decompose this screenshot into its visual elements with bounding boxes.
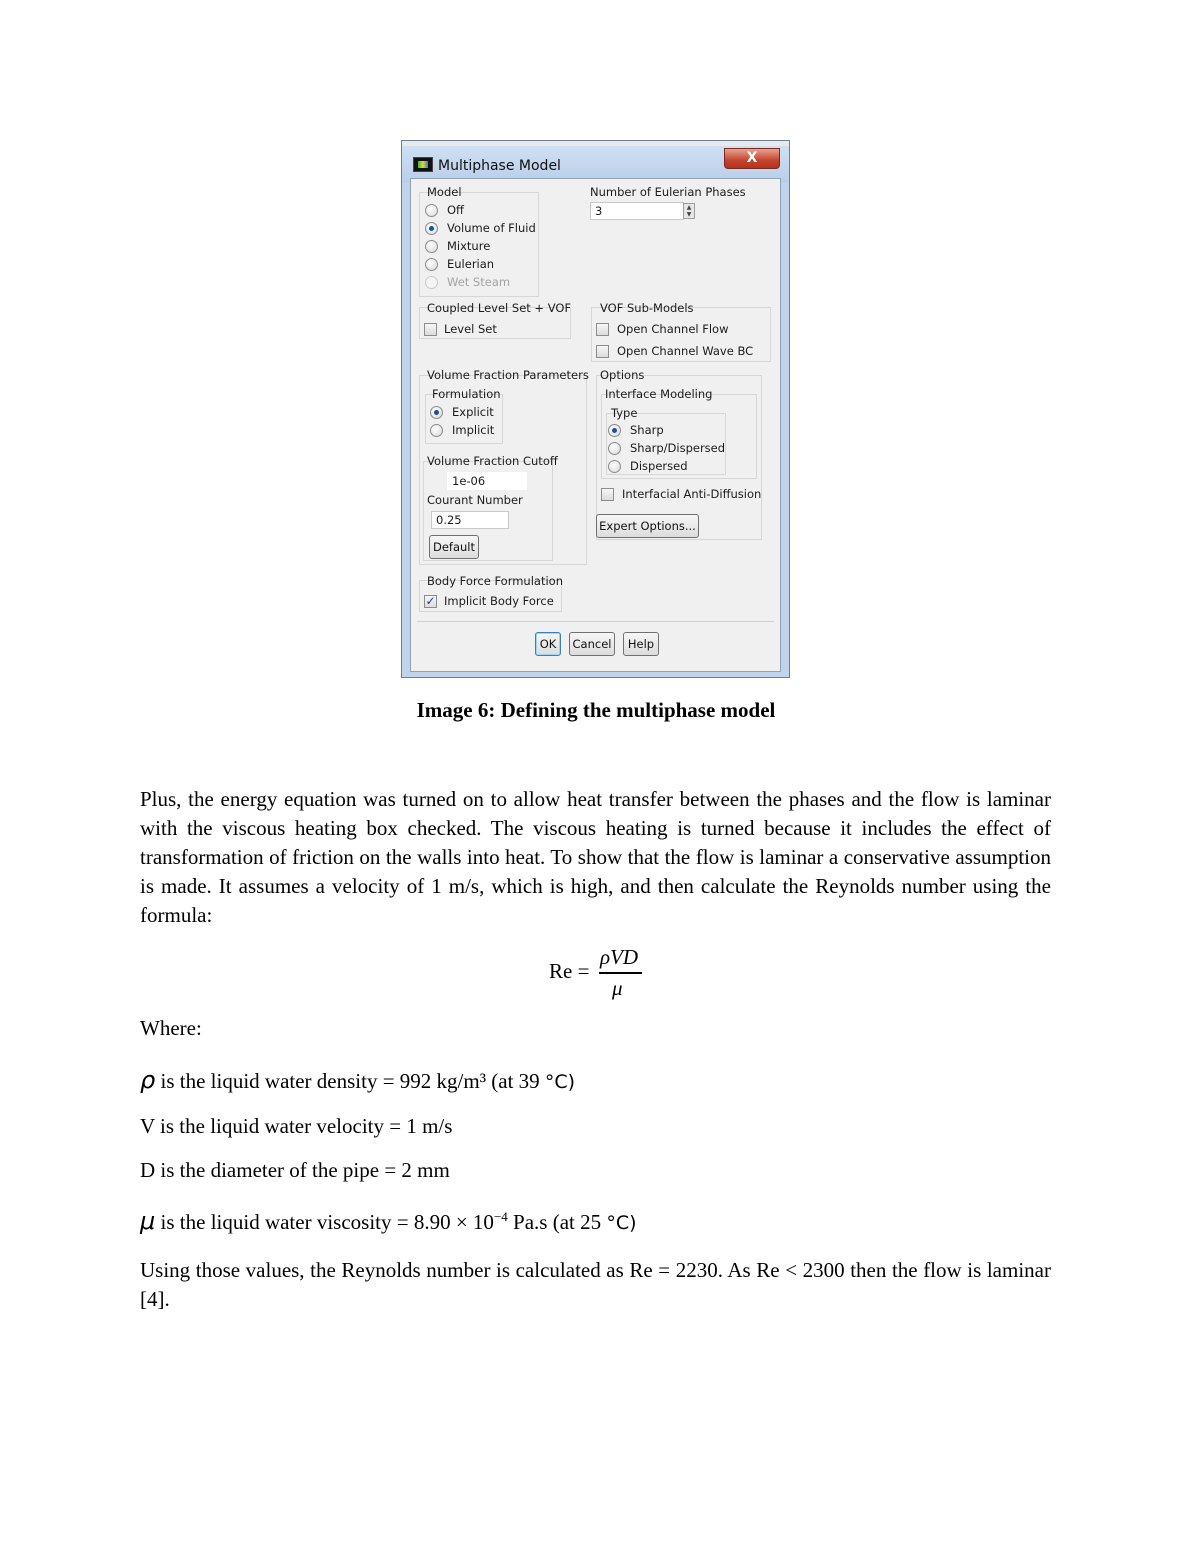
definition-mu (140, 1207, 637, 1235)
model-mixture-radio[interactable] (425, 240, 438, 253)
type-dispersed-label: Dispersed (630, 459, 688, 473)
anti-diffusion-checkbox[interactable] (601, 488, 614, 501)
open-channel-wave-checkbox[interactable] (596, 345, 609, 358)
mu-unit: °C) (606, 1212, 637, 1234)
open-channel-flow-checkbox[interactable] (596, 323, 609, 336)
model-vof-radio[interactable] (425, 222, 438, 235)
conclusion-paragraph: Using those values, the Reynolds number is calculated as Re = 2230. As Re < 2300 then the flow is laminar [4]. (140, 1258, 1051, 1311)
where-label: Where: (140, 1016, 202, 1040)
default-button[interactable]: Default (429, 535, 479, 559)
open-channel-flow-label: Open Channel Flow (617, 322, 729, 336)
dialog-title: Multiphase Model (438, 158, 561, 174)
definition-rho (140, 1066, 575, 1094)
eulerian-phases-spinner[interactable]: ▲ ▼ (683, 203, 695, 219)
fraction-bar (599, 972, 642, 974)
help-button[interactable]: Help (623, 632, 659, 656)
close-button[interactable]: X (724, 148, 780, 169)
type-label: Type (611, 406, 638, 420)
eulerian-phases-label: Number of Eulerian Phases (590, 185, 746, 199)
type-dispersed-radio[interactable] (608, 460, 621, 473)
dialog-client-area (410, 178, 781, 672)
body-force-label: Body Force Formulation (427, 574, 563, 588)
formulation-explicit-radio[interactable] (430, 406, 443, 419)
equation-numerator: ρVD (600, 945, 639, 969)
vf-params-label: Volume Fraction Parameters (427, 368, 589, 382)
equation-lhs: Re = (549, 959, 590, 983)
options-label: Options (600, 368, 645, 382)
type-sharp-radio[interactable] (608, 424, 621, 437)
rho-unit: °C) (544, 1071, 576, 1093)
expert-options-button[interactable]: Expert Options... (596, 514, 699, 538)
rho-text: is the liquid water density = 992 kg/m³ (at 39 (155, 1069, 545, 1093)
ok-button[interactable]: OK (535, 632, 561, 656)
body-paragraph: Plus, the energy equation was turned on to allow heat transfer between the phases and the flow is laminar with the viscous heating box checked. The viscous heating is turned because it includes the effect of transformation of friction on the walls into heat. To show that the flow is laminar a conservative assumption is made. It assumes a velocity of 1 m/s, which is high, and then calculate the Reynolds number using the formula: (140, 787, 1051, 927)
multiphase-model-dialog (401, 140, 790, 678)
anti-diffusion-label: Interfacial Anti-Diffusion (622, 487, 762, 501)
formulation-implicit-label: Implicit (452, 423, 495, 437)
type-sharp-dispersed-label: Sharp/Dispersed (630, 441, 726, 455)
definition-velocity: V is the liquid water velocity = 1 m/s (140, 1114, 453, 1138)
coupled-level-set-label: Coupled Level Set + VOF (427, 301, 572, 315)
implicit-body-force-label: Implicit Body Force (444, 594, 554, 608)
model-mixture-label: Mixture (447, 239, 491, 253)
type-sharp-label: Sharp (630, 423, 664, 437)
vf-cutoff-input[interactable]: 1e-06 (447, 472, 527, 490)
formulation-implicit-radio[interactable] (430, 424, 443, 437)
mu-text-a: is the liquid water viscosity = 8.90 × 10 (155, 1210, 494, 1234)
formulation-explicit-label: Explicit (452, 405, 494, 419)
courant-label: Courant Number (427, 493, 523, 507)
rho-symbol: ρ (140, 1066, 156, 1094)
formulation-label: Formulation (432, 387, 501, 401)
vf-cutoff-label: Volume Fraction Cutoff (427, 454, 558, 468)
cancel-button[interactable]: Cancel (569, 632, 615, 656)
model-eulerian-radio[interactable] (425, 258, 438, 271)
model-off-label: Off (447, 203, 464, 217)
open-channel-wave-label: Open Channel Wave BC (617, 344, 754, 358)
model-off-radio[interactable] (425, 204, 438, 217)
equation-denominator: μ (612, 976, 623, 1000)
model-wet-steam-radio (425, 276, 438, 289)
button-separator (417, 621, 774, 622)
vof-sub-models-label: VOF Sub-Models (600, 301, 694, 315)
definition-diameter: D is the diameter of the pipe = 2 mm (140, 1158, 450, 1182)
interface-modeling-label: Interface Modeling (605, 387, 713, 401)
model-vof-label: Volume of Fluid (447, 221, 536, 235)
type-sharp-dispersed-radio[interactable] (608, 442, 621, 455)
eulerian-phases-input[interactable]: 3 (590, 202, 684, 220)
level-set-label: Level Set (444, 322, 497, 336)
app-icon (413, 157, 433, 172)
implicit-body-force-checkbox[interactable]: ✓ (425, 594, 436, 608)
figure-caption: Image 6: Defining the multiphase model (416, 698, 776, 722)
mu-symbol: μ (140, 1207, 156, 1235)
mu-text-b: Pa.s (at 25 (507, 1210, 607, 1234)
model-label: Model (427, 185, 462, 199)
courant-input[interactable]: 0.25 (431, 511, 509, 529)
model-eulerian-label: Eulerian (447, 257, 495, 271)
model-wet-steam-label: Wet Steam (447, 275, 511, 289)
level-set-checkbox[interactable] (424, 323, 437, 336)
mu-exponent: −4 (493, 1209, 508, 1224)
